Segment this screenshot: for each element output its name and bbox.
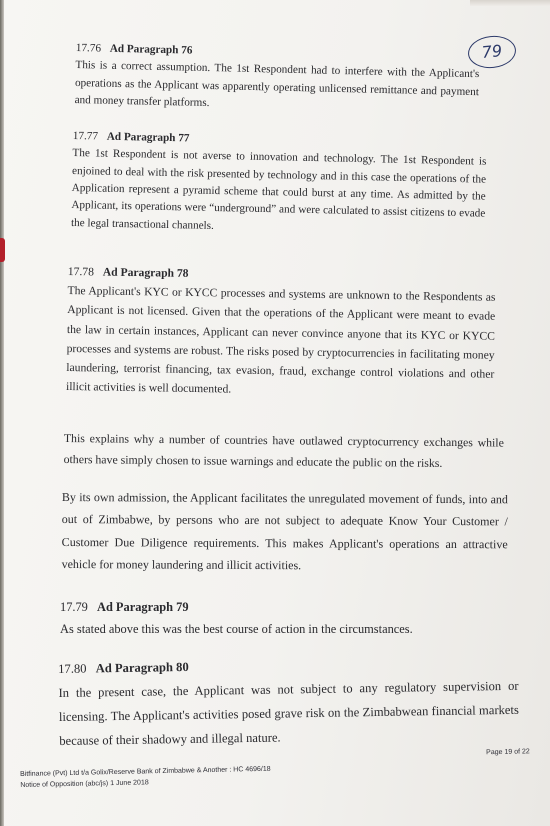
- section-17-77: [71, 128, 487, 241]
- section-body: [74, 57, 479, 118]
- paragraph: The 1st Respondent is not averse to innovation and technology. The 1st Respondent is enjoined to deal with the risk presented by technology and in this case the operations of the Application represent a pyramid scheme that could burst at any time. As admitted by the Applicant, its operations were “underground” and were calculated to assist citizens to evade the legal transactional channels.: [70, 147, 487, 232]
- paragraph-admission: [62, 486, 508, 578]
- section-title: Ad Paragraph 80: [95, 659, 189, 676]
- paragraph: By its own admission, the Applicant facilitates the unregulated movement of funds, into and out of Zimbabwe, by persons who are not subject to adequate Know Your Customer / Customer Due Diligence requirements. This makes Applicant's operations an attractive vehicle for money laundering and illicit activities.: [61, 489, 508, 573]
- section-body: [66, 281, 496, 403]
- paragraph: In the present case, the Applicant was not subject to any regulatory supervision or licensing. The Applicant's activities posed grave risk on the Zimbabwean financial markets because of their shadowy and illegal nature.: [58, 678, 519, 748]
- section-body: [71, 145, 487, 240]
- section-17-80: [58, 651, 519, 754]
- section-number: 17.79: [60, 600, 88, 614]
- footer-notice-line: Notice of Opposition (abc/js) 1 June 2018: [20, 778, 149, 789]
- section-17-78: [66, 262, 496, 403]
- section-number: 17.77: [72, 129, 99, 143]
- section-number: 17.80: [58, 661, 87, 676]
- section-title: Ad Paragraph 78: [102, 265, 189, 280]
- section-heading: [60, 596, 510, 618]
- section-number: 17.78: [67, 264, 95, 279]
- section-number: 17.76: [75, 41, 102, 55]
- page-count: Page 19 of 22: [486, 748, 530, 757]
- section-title: Ad Paragraph 77: [106, 130, 190, 145]
- paragraph: The Applicant's KYC or KYCC processes and systems are unknown to the Respondents as Applicant is not licensed. Given that the operations of the Applicant were meant to evade the law in certain instances, Applicant can never convince anyone that its KYC or KYCC processes and systems are robust. The risks posed by cryptocurrencies in facilitating money laundering, terrorist financing, tax evasion, fraud, exchange control violations and other illicit activities is well documented.: [65, 284, 496, 396]
- section-title: Ad Paragraph 76: [109, 42, 193, 57]
- paragraph: This is a correct assumption. The 1st Respondent had to interfere with the Applicant's operations as the Applicant was apparently operating unlicensed remittance and payment and money transfer platforms.: [74, 59, 480, 110]
- footer-case-line: Bitfinance (Pvt) Ltd t/a Golix/Reserve Bank of Zimbabwe & Another : HC 4696/18: [20, 765, 271, 778]
- section-17-79: [60, 596, 510, 641]
- page-edge-shadow: [0, 0, 4, 826]
- section-17-76: [74, 40, 479, 119]
- paragraph: As stated above this was the best course of action in the circumstances.: [60, 622, 413, 637]
- paragraph-countries: [64, 428, 504, 475]
- handwritten-page-number: 79: [466, 34, 517, 71]
- section-body: [58, 675, 519, 754]
- top-edge: [470, 0, 550, 6]
- section-title: Ad Paragraph 79: [97, 600, 189, 614]
- paragraph: This explains why a number of countries have outlawed cryptocurrency exchanges while others have simply chosen to issue warnings and educate the public on the risks.: [63, 430, 504, 471]
- section-body: [60, 618, 510, 640]
- red-tab-marker: [0, 238, 5, 262]
- page-footer: [20, 748, 540, 791]
